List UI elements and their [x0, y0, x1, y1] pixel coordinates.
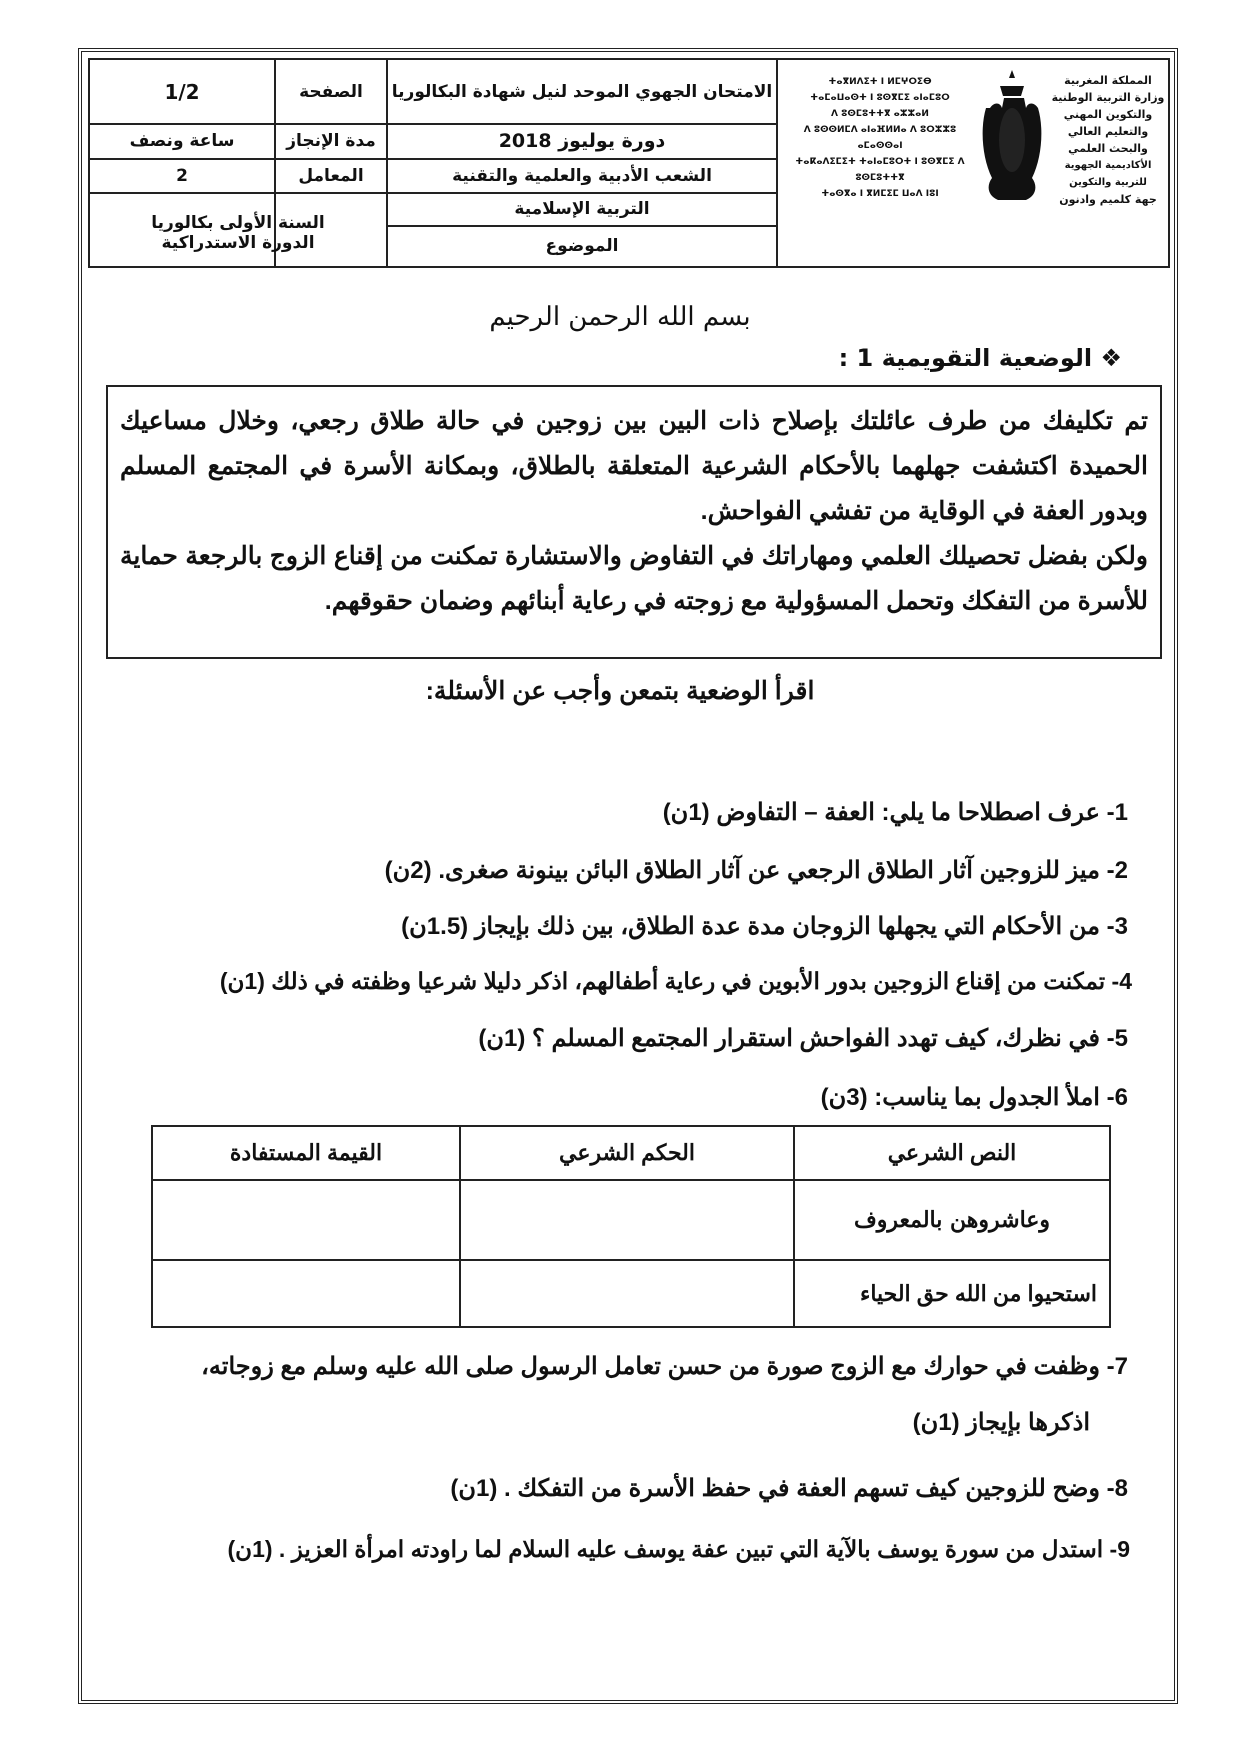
- column-header: النص الشرعي: [794, 1126, 1110, 1180]
- table-row: [152, 1260, 1110, 1327]
- tifinagh-line: ⵜⴰⴳⵍⴷⵉⵜ ⵏ ⵍⵎⵖⵔⵉⴱ: [828, 77, 932, 87]
- ministry-tifinagh: [790, 74, 970, 202]
- question-3: 3- من الأحكام التي يجهلها الزوجان مدة عدة الطلاق، بين ذلك بإيجاز (1.5ن): [401, 913, 1128, 940]
- question-1: 1- عرف اصطلاحا ما يلي: العفة – التفاوض (1ن): [662, 799, 1128, 826]
- tifinagh-line: ⴷ ⵓⵙⵎⵓⵜⵜⴳ ⴰⵣⵣⴰⵍ: [831, 109, 929, 119]
- column-header: الحكم الشرعي: [460, 1126, 794, 1180]
- tifinagh-line: ⵜⴰⴽⴰⴷⵉⵎⵉⵜ ⵜⴰⵏⴰⵎⵓⵔⵜ ⵏ ⵓⵙⴳⵎⵉ ⴷ ⵓⵙⵎⵓⵜⵜⴳ: [795, 157, 965, 183]
- situation-paragraph: تم تكليفك من طرف عائلتك بإصلاح ذات البين بين زوجين في حالة طلاق رجعي، وخلال مساعيك الحميدة اكتشفت جهلهما بالأحكام الشرعية المتعلقة بالطلاق، وبمكانة الأسرة في المجتمع المسلم وبدور العفة في الوقاية من تفشي الفواحش.: [120, 407, 1148, 525]
- table-row: [152, 1180, 1110, 1260]
- exam-branches: الشعب الأدبية والعلمية والتقنية: [452, 165, 712, 186]
- exam-header: [88, 58, 1170, 268]
- coefficient-value: 2: [176, 165, 188, 186]
- question-6: 6- املأ الجدول بما يناسب: (3ن): [820, 1084, 1128, 1111]
- basmala: بسم الله الرحمن الرحيم: [489, 302, 751, 332]
- exam-title: الامتحان الجهوي الموحد لنيل شهادة البكالوريا: [391, 81, 773, 102]
- instructions: اقرأ الوضعية بتمعن وأجب عن الأسئلة:: [425, 677, 815, 705]
- situation-title: ❖ الوضعية التقويمية 1 :: [838, 344, 1122, 372]
- answer-table: [151, 1125, 1111, 1328]
- coefficient-label: المعامل: [298, 165, 364, 186]
- situation-paragraph: ولكن بفضل تحصيلك العلمي ومهاراتك في التفاوض والاستشارة تمكنت من إقناع الزوج بالرجعة حماية للأسرة من التفكك وتحمل المسؤولية مع زوجته في رعاية أبنائهم وضمان حقوقهم.: [120, 542, 1148, 615]
- exam-session: دورة يوليوز 2018: [498, 130, 666, 152]
- question-8: 8- وضح للزوجين كيف تسهم العفة في حفظ الأسرة من التفكك . (1ن): [450, 1475, 1128, 1502]
- ministry-line: والتعليم العالي والبحث العلمي: [1067, 125, 1149, 155]
- ministry-line: وزارة التربية الوطنية: [1051, 91, 1165, 104]
- column-header: القيمة المستفادة: [152, 1126, 460, 1180]
- ministry-line: المملكة المغربية: [1064, 74, 1152, 87]
- topic-label: الموضوع: [545, 236, 619, 256]
- page-label: الصفحة: [299, 81, 363, 102]
- answer-cell[interactable]: [460, 1260, 794, 1327]
- question-4: 4- تمكنت من إقناع الزوجين بدور الأبوين في رعاية أطفالهم، اذكر دليلا شرعيا وظفته في ذلك (1ن): [219, 968, 1132, 994]
- duration-value: ساعة ونصف: [129, 131, 235, 151]
- exam-subject: التربية الإسلامية: [514, 199, 650, 219]
- moroccan-coat-of-arms-icon: [978, 68, 1046, 208]
- exam-level: السنة الأولى بكالوريا: [151, 213, 325, 233]
- table-cell: وعاشروهن بالمعروف: [794, 1180, 1110, 1260]
- table-header-row: [152, 1126, 1110, 1180]
- question-2: 2- ميز للزوجين آثار الطلاق الرجعي عن آثار الطلاق البائن بينونة صغرى. (2ن): [384, 857, 1128, 884]
- tifinagh-line: ⴷ ⵓⵙⵙⵍⵎⴷ ⴰⵏⴰⴼⵍⵍⴰ ⴷ ⵓⵔⵣⵣⵓ ⴰⵎⴰⵙⵙⴰⵏ: [803, 125, 957, 151]
- duration-label: مدة الإنجاز: [286, 131, 376, 151]
- answer-cell[interactable]: [152, 1260, 460, 1327]
- tifinagh-line: ⵜⴰⵎⴰⵡⴰⵙⵜ ⵏ ⵓⵙⴳⵎⵉ ⴰⵏⴰⵎⵓⵔ: [810, 93, 950, 103]
- situation-box: [106, 385, 1162, 659]
- ministry-arabic: [1048, 72, 1168, 208]
- ministry-line: جهة كلميم وادنون: [1059, 193, 1157, 206]
- question-9: 9- استدل من سورة يوسف بالآية التي تبين عفة يوسف عليه السلام لما راودته امرأة العزيز . (1ن): [227, 1536, 1130, 1562]
- question-7-continued: اذكرها بإيجاز (1ن): [912, 1409, 1090, 1436]
- ministry-line: الأكاديمية الجهوية للتربية والتكوين: [1064, 160, 1152, 188]
- question-7: 7- وظفت في حوارك مع الزوج صورة من حسن تعامل الرسول صلى الله عليه وسلم مع زوجاته،: [201, 1353, 1128, 1380]
- ministry-line: والتكوين المهني: [1063, 108, 1153, 121]
- page-number: 1/2: [164, 79, 200, 104]
- question-5: 5- في نظرك، كيف تهدد الفواحش استقرار المجتمع المسلم ؟ (1ن): [478, 1025, 1128, 1052]
- table-cell: استحيوا من الله حق الحياء: [794, 1260, 1110, 1327]
- answer-cell[interactable]: [460, 1180, 794, 1260]
- answer-cell[interactable]: [152, 1180, 460, 1260]
- tifinagh-line: ⵜⴰⵙⴳⴰ ⵏ ⴳⵍⵎⵉⵎ ⵡⴰⴷ ⵏⵓⵏ: [821, 189, 939, 199]
- session-type: الدورة الاستدراكية: [161, 233, 315, 253]
